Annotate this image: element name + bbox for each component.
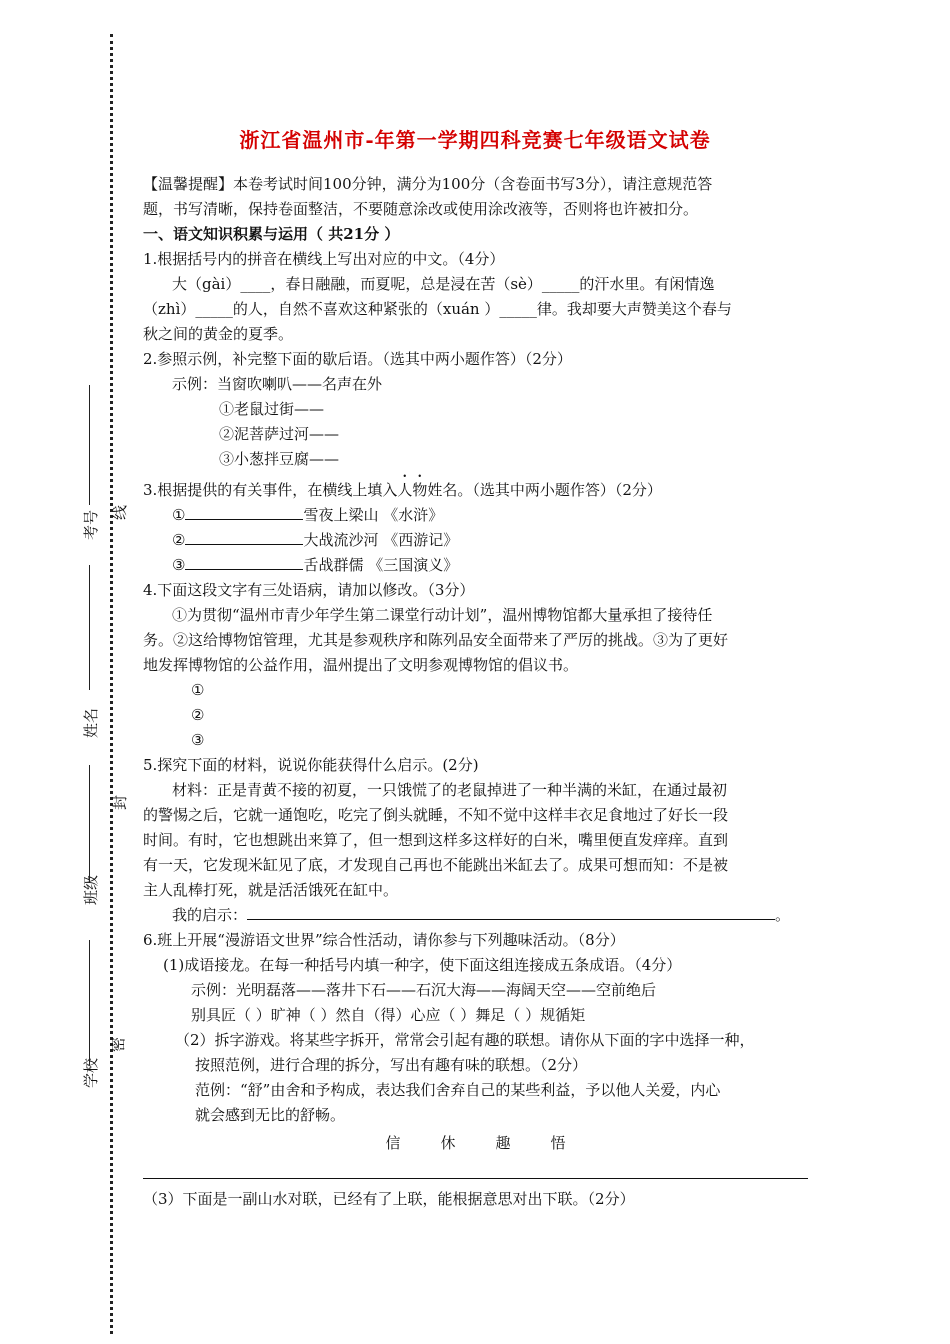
binding-class-label: 班级	[82, 874, 100, 905]
q3-item-2	[143, 528, 808, 553]
q3-blank-2[interactable]	[185, 528, 303, 545]
q1-line-1: 大（gài）____，春日融融，而夏呢，总是浸在苦（sè）_____的汗水里。有闲情逸	[172, 275, 715, 293]
binding-feng: 封	[111, 794, 129, 810]
q3-item-num: ②	[172, 531, 186, 549]
q6-part3-stem: （3）下面是一副山水对联，已经有了上联，能根据意思对出下联。（2分）	[143, 1190, 635, 1208]
q5-stem: 5.探究下面的材料，说说你能获得什么启示。(2分)	[143, 756, 479, 774]
q6-part2-chars	[143, 1131, 808, 1156]
school-fill-line	[89, 940, 90, 1065]
binding-name-label: 姓名	[82, 707, 100, 738]
q3-item-event: 舌战群儒 《三国演义》	[303, 556, 459, 574]
q3-stem-b: 姓名。（选其中两小题作答）（2分）	[427, 481, 662, 499]
q5-line-5: 主人乱棒打死，就是活活饿死在缸中。	[143, 881, 399, 899]
q5-answer-end: 。	[775, 906, 791, 924]
reminder-line-2: 题，书写清晰，保持卷面整洁，不要随意涂改或使用涂改液等，否则将也许被扣分。	[143, 200, 699, 218]
class-fill-line	[89, 765, 90, 883]
q3-item-num: ①	[172, 506, 186, 524]
answer-line[interactable]	[143, 1178, 808, 1179]
exam-content	[143, 172, 808, 1212]
q6-part1-stem: (1)成语接龙。在每一种括号内填一种字，使下面这组连接成五条成语。（4分）	[163, 956, 682, 974]
q4-answer-3: ③	[191, 731, 205, 749]
q3-item-event: 大战流沙河 《西游记》	[303, 531, 459, 549]
q4-answer-1: ①	[191, 681, 205, 699]
q6-part2-stem-2: 按照范例，进行合理的拆分，写出有趣有味的联想。（2分）	[195, 1056, 588, 1074]
binding-school-label: 学校	[82, 1057, 100, 1088]
q6-part1-task: 别具匠（ ）旷神（ ）然自（得）心应（ ）舞足（ ）规循矩	[191, 1006, 586, 1024]
q3-item-event: 雪夜上梁山 《水浒》	[303, 506, 444, 524]
q2-item-2: ②泥菩萨过河——	[219, 425, 340, 443]
q6-part1-example: 示例：光明磊落——落井下石——石沉大海——海阔天空——空前绝后	[191, 981, 657, 999]
section-heading: 一、语文知识积累与运用（ 共21分 ）	[143, 225, 400, 243]
q6-stem: 6.班上开展“漫游语文世界”综合性活动，请你参与下列趣味活动。（8分）	[143, 931, 625, 949]
q3-item-3	[143, 553, 808, 578]
binding-dotted-line	[110, 34, 113, 1334]
reminder-line-1: 【温馨提醒】本卷考试时间100分钟，满分为100分（含卷面书写3分），请注意规范答	[143, 175, 713, 193]
q1-stem: 1.根据括号内的拼音在横线上写出对应的中文。（4分）	[143, 250, 505, 268]
q5-line-4: 有一天，它发现米缸见了底，才发现自己再也不能跳出米缸去了。成果可想而知：不是被	[143, 856, 729, 874]
q5-answer-label: 我的启示：	[172, 906, 248, 924]
binding-xian: 线	[111, 504, 129, 520]
binding-mi: 密	[109, 1036, 127, 1052]
q3-stem	[143, 472, 808, 503]
q4-answer-2: ②	[191, 706, 205, 724]
q2-item-1: ①老鼠过街——	[219, 400, 325, 418]
name-fill-line	[89, 565, 90, 690]
q4-stem: 4.下面这段文字有三处语病，请加以修改。（3分）	[143, 581, 475, 599]
q5-line-3: 时间。有时，它也想跳出来算了，但一想到这样多这样好的白米，嘴里便直发痒痒。直到	[143, 831, 729, 849]
q5-line-2: 的警惕之后，它就一通饱吃，吃完了倒头就睡，不知不觉中这样丰衣足食地过了好长一段	[143, 806, 729, 824]
q6-part2-example-2: 就会感到无比的舒畅。	[195, 1106, 346, 1124]
q3-blank-3[interactable]	[185, 553, 303, 570]
q3-blank-1[interactable]	[185, 503, 303, 520]
q1-line-2: （zhì）_____的人，自然不喜欢这种紧张的（xuán ）_____律。我却要大声赞美这个春与	[143, 300, 732, 318]
char-option: 趣	[495, 1134, 511, 1152]
q5-line-1: 材料：正是青黄不接的初夏，一只饿慌了的老鼠掉进了一种半满的米缸，在通过最初	[172, 781, 728, 799]
q6-part2-example-1: 范例：“舒”由舍和予构成，表达我们舍弃自己的某些利益，予以他人关爱，内心	[195, 1081, 721, 1099]
q6-part2-stem-1: （2）拆字游戏。将某些字拆开，常常会引起有趣的联想。请你从下面的字中选择一种，	[175, 1031, 755, 1049]
q1-line-3: 秋之间的黄金的夏季。	[143, 325, 294, 343]
char-option: 信	[385, 1134, 401, 1152]
examno-fill-line	[89, 385, 90, 505]
page-title: 浙江省温州市-年第一学期四科竞赛七年级语文试卷	[239, 128, 711, 152]
q5-answer-row	[143, 903, 808, 928]
q3-item-1	[143, 503, 808, 528]
q2-example: 示例：当窗吹喇叭——名声在外	[172, 375, 383, 393]
q3-stem-a: 3.根据提供的有关事件，在横线上填入	[143, 481, 398, 499]
q2-item-3: ③小葱拌豆腐——	[219, 450, 340, 468]
char-option: 悟	[550, 1134, 566, 1152]
q4-line-2: 务。②这给博物馆管理，尤其是参观秩序和陈列品安全面带来了严厉的挑战。③为了更好	[143, 631, 729, 649]
q2-stem: 2.参照示例，补完整下面的歇后语。（选其中两小题作答）（2分）	[143, 350, 572, 368]
q4-line-1: ①为贯彻“温州市青少年学生第二课堂行动计划”，温州博物馆都大量承担了接待任	[172, 606, 713, 624]
char-option: 休	[440, 1134, 456, 1152]
q3-item-num: ③	[172, 556, 186, 574]
q3-stem-emphasis: 人物	[397, 481, 428, 499]
q4-line-3: 地发挥博物馆的公益作用，温州提出了文明参观博物馆的倡议书。	[143, 656, 579, 674]
q5-answer-blank[interactable]	[247, 903, 775, 920]
binding-examno-label: 考号	[82, 509, 100, 540]
